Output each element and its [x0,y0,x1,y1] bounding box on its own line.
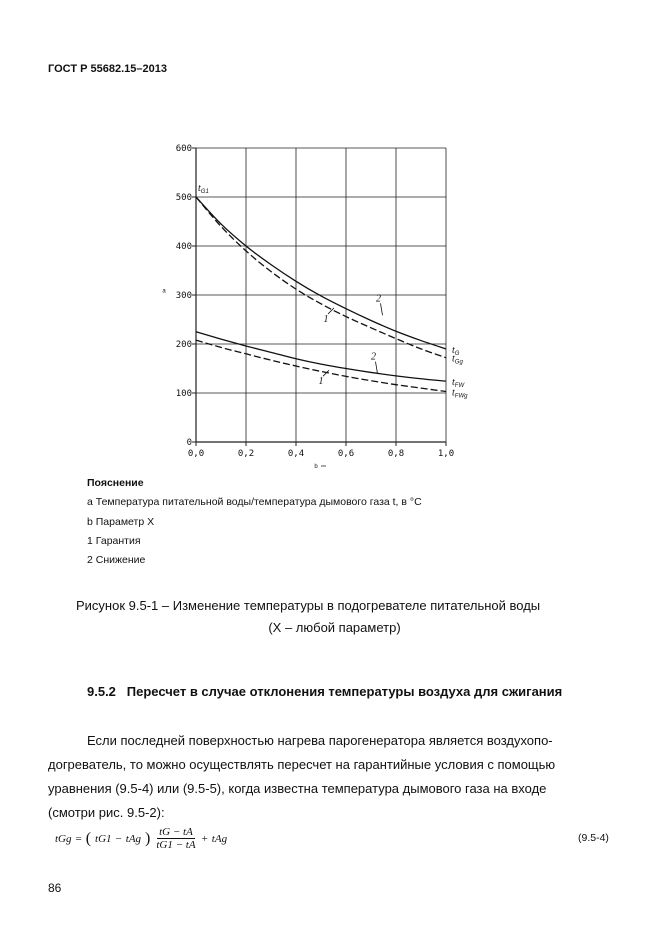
section-number: 9.5.2 [87,684,116,699]
curve-number-label: 1 [318,376,324,388]
annotation-start-label: $t_{G1}$ [198,183,209,195]
formula-a1: tG1 [95,832,112,845]
paragraph-line-2: догреватель, то можно осуществлять пересчет на гарантийные условия с помощью [48,757,556,772]
curve-number-label: 1 [323,313,329,325]
x-tick-label: 0,6 [337,449,355,459]
formula-paren-close: ) [145,829,151,847]
y-tick-label: 0 [186,438,192,448]
series-line-3 [196,332,446,381]
section-title: Пересчет в случае отклонения температуры воздуха для сжигания [126,684,563,699]
formula-9-5-4 [55,826,227,851]
paragraph-line-3: уравнения (9.5-4) или (9.5-5), когда известна температура дымового газа на входе [48,781,547,796]
formula-denominator: tG1 − tA [156,839,196,851]
x-tick-label: 0,8 [387,449,405,459]
series-end-label: $t_{FWg}$ [452,387,468,400]
curve-number-label: 2 [376,293,381,305]
legend-item-2: 2 Снижение [87,554,146,566]
y-tick-label: 400 [175,242,192,252]
y-axis-label: a [162,288,166,295]
paragraph-line-1: Если последней поверхностью нагрева парогенератора является воздухопо- [87,733,553,748]
formula-fraction [154,826,197,851]
y-tick-label: 200 [175,340,192,350]
formula-eq: = [75,832,82,845]
legend-title: Пояснение [87,477,144,489]
x-tick-label: 0,2 [237,449,255,459]
legend-item-a: a Температура питательной воды/температура дымового газа t, в °C [87,496,422,508]
formula-minus: − [115,832,122,845]
formula-paren-open: ( [85,829,92,847]
series-end-label: $t_{FW}$ [452,377,465,390]
y-tick-label: 300 [175,291,192,301]
figure-caption-line2: (X – любой параметр) [268,620,401,635]
temperature-chart [150,140,480,470]
equation-number: (9.5-4) [578,832,609,844]
x-axis-label: b [314,464,318,470]
formula-lhs: tGg [55,832,72,845]
legend-item-b: b Параметр X [87,516,155,528]
section-heading [87,684,562,699]
y-tick-label: 600 [175,144,192,154]
standard-id: ГОСТ Р 55682.15–2013 [48,63,167,75]
curve-number-leader [381,303,383,315]
y-tick-label: 100 [175,389,192,399]
figure-caption-line1: Рисунок 9.5-1 – Изменение температуры в подогревателе питательной воды [76,598,541,613]
legend-item-1: 1 Гарантия [87,535,141,547]
paragraph-line-4: (смотри рис. 9.5-2): [48,805,165,820]
page-number: 86 [48,881,62,895]
y-tick-label: 500 [175,193,192,203]
formula-numerator: tG − tA [159,826,193,838]
formula-a2: tAg [125,832,142,845]
curve-number-label: 2 [371,351,376,363]
x-tick-label: 0,0 [187,449,205,459]
series-end-label: $t_G$ [452,344,460,357]
x-tick-label: 1,0 [437,449,455,459]
series-line-1 [196,197,446,349]
series-end-label: $t_{Gg}$ [452,353,463,366]
formula-plus: + [201,832,208,845]
curve-number-leader [376,362,378,374]
formula-rhs: tAg [211,832,228,845]
series-line-2 [196,197,446,358]
x-tick-label: 0,4 [287,449,305,459]
